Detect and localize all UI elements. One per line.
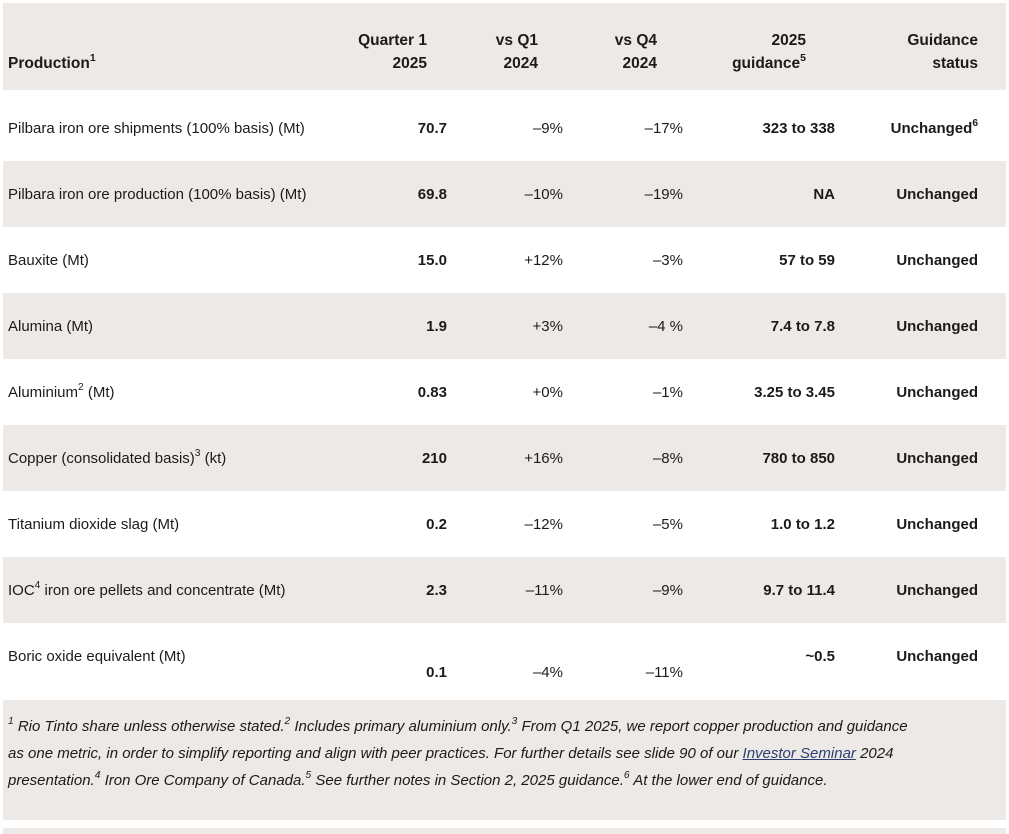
investor-seminar-link[interactable]: Investor Seminar xyxy=(742,745,856,762)
cell-quarter-1-2025: 1.9 xyxy=(426,317,447,335)
superscript-note-ref: 5 xyxy=(800,51,806,64)
superscript-note-ref: 2 xyxy=(78,381,84,393)
cell-guidance-status: Unchanged xyxy=(896,317,978,335)
cell-guidance-status: Unchanged xyxy=(896,449,978,467)
cell-quarter-1-2025: 69.8 xyxy=(417,185,447,203)
footnote-marker: 6 xyxy=(623,770,630,781)
header-quarter-1-2025: Quarter 1 2025 xyxy=(358,32,427,72)
table-row xyxy=(3,227,1006,293)
cell-vs-q4-2024: –11% xyxy=(645,663,683,681)
cell-vs-q1-2024: –12% xyxy=(524,515,563,533)
superscript-note-ref: 3 xyxy=(194,447,201,459)
table-row xyxy=(3,557,1006,623)
cell-vs-q1-2024: +12% xyxy=(524,251,563,269)
cell-vs-q4-2024: –1% xyxy=(652,383,683,401)
cell-quarter-1-2025: 0.1 xyxy=(426,663,447,681)
table-header-row xyxy=(3,3,1006,90)
header-guidance-status: Guidance status xyxy=(907,32,978,72)
cell-guidance-2025: NA xyxy=(813,185,835,203)
cell-quarter-1-2025: 2.3 xyxy=(426,581,447,599)
cell-guidance-status: Unchanged$^6$ xyxy=(890,117,978,137)
table-row xyxy=(3,95,1006,161)
cell-vs-q1-2024: –4% xyxy=(532,663,563,681)
cell-production: Pilbara iron ore production (100% basis) (Mt) xyxy=(8,185,307,203)
header-guidance-2025: 2025 guidance$^5$ xyxy=(732,32,806,72)
cell-guidance-2025: 780 to 850 xyxy=(762,449,835,467)
cell-guidance-status: Unchanged xyxy=(896,251,978,269)
superscript-note-ref: 6 xyxy=(972,117,978,129)
cell-guidance-2025: 7.4 to 7.8 xyxy=(770,317,835,335)
cell-vs-q4-2024: –9% xyxy=(652,581,683,599)
cell-vs-q4-2024: –4 % xyxy=(648,317,683,335)
table-row xyxy=(3,293,1006,359)
footnote-text: Iron Ore Company of Canada. xyxy=(100,772,306,789)
cell-guidance-2025: 323 to 338 xyxy=(762,119,835,137)
cell-production: IOC$^4$ iron ore pellets and concentrate (Mt) xyxy=(8,579,286,599)
cell-guidance-status: Unchanged xyxy=(896,581,978,599)
footnote-marker: 2 xyxy=(284,716,291,727)
cell-production: Titanium dioxide slag (Mt) xyxy=(8,515,180,533)
footnote-text: From Q1 2025, we report copper production and guidance as one metric, in order to simplify reporting and align with peer practices. For further details see slide 90 of our xyxy=(8,718,908,762)
cell-production: Pilbara iron ore shipments (100% basis) (Mt) xyxy=(8,119,305,137)
cell-production: Alumina (Mt) xyxy=(8,317,94,335)
cell-guidance-status: Unchanged xyxy=(896,647,978,665)
superscript-note-ref: 4 xyxy=(34,579,41,591)
table-row xyxy=(3,623,1006,689)
cell-vs-q4-2024: –5% xyxy=(652,515,683,533)
cell-quarter-1-2025: 70.7 xyxy=(417,119,447,137)
footnote-marker: 3 xyxy=(511,716,518,727)
production-table xyxy=(3,3,1006,689)
cell-vs-q1-2024: –10% xyxy=(524,185,563,203)
cell-production: Aluminium$^2$ (Mt) xyxy=(8,381,115,401)
cell-vs-q4-2024: –3% xyxy=(652,251,683,269)
cell-vs-q1-2024: +16% xyxy=(524,449,563,467)
footnotes-block xyxy=(3,700,1006,820)
footnote-text: At the lower end of guidance. xyxy=(629,772,828,789)
footnote-text: Includes primary aluminium only. xyxy=(290,718,512,735)
cell-vs-q4-2024: –19% xyxy=(644,185,683,203)
cell-production: Bauxite (Mt) xyxy=(8,251,89,269)
header-production: Production$^1$ xyxy=(8,51,96,72)
footnote-text: 2024 presentation. xyxy=(8,745,894,789)
header-vs-q4-2024: vs Q4 2024 xyxy=(614,32,657,72)
cell-vs-q1-2024: +3% xyxy=(532,317,563,335)
table-row xyxy=(3,491,1006,557)
superscript-note-ref: 1 xyxy=(89,51,96,64)
cell-vs-q4-2024: –8% xyxy=(652,449,683,467)
cell-guidance-2025: 57 to 59 xyxy=(779,251,835,269)
cell-guidance-2025: ~0.5 xyxy=(805,647,835,665)
cell-vs-q1-2024: +0% xyxy=(532,383,563,401)
table-row xyxy=(3,425,1006,491)
cell-guidance-status: Unchanged xyxy=(896,383,978,401)
cell-guidance-status: Unchanged xyxy=(896,185,978,203)
cell-production: Boric oxide equivalent (Mt) xyxy=(8,647,186,665)
table-row xyxy=(3,161,1006,227)
footnote-marker: 1 xyxy=(8,716,14,727)
cell-quarter-1-2025: 210 xyxy=(421,449,447,467)
table-body xyxy=(3,95,1006,689)
cell-vs-q4-2024: –17% xyxy=(644,119,683,137)
cell-production: Copper (consolidated basis)$^3$ (kt) xyxy=(8,447,227,467)
cell-guidance-2025: 1.0 to 1.2 xyxy=(770,515,835,533)
section-divider-strip xyxy=(3,828,1006,834)
table-row xyxy=(3,359,1006,425)
footnote-text: Rio Tinto share unless otherwise stated. xyxy=(13,718,285,735)
footnote-marker: 4 xyxy=(94,770,101,781)
cell-guidance-status: Unchanged xyxy=(896,515,978,533)
cell-quarter-1-2025: 0.2 xyxy=(426,515,447,533)
cell-vs-q1-2024: –11% xyxy=(525,581,563,599)
header-vs-q1-2024: vs Q1 2024 xyxy=(495,32,538,72)
footnote-text: See further notes in Section 2, 2025 guidance. xyxy=(311,772,624,789)
cell-quarter-1-2025: 0.83 xyxy=(417,383,447,401)
cell-guidance-2025: 3.25 to 3.45 xyxy=(754,383,835,401)
cell-quarter-1-2025: 15.0 xyxy=(417,251,447,269)
cell-vs-q1-2024: –9% xyxy=(532,119,563,137)
cell-guidance-2025: 9.7 to 11.4 xyxy=(763,581,835,599)
footnote-marker: 5 xyxy=(305,770,312,781)
